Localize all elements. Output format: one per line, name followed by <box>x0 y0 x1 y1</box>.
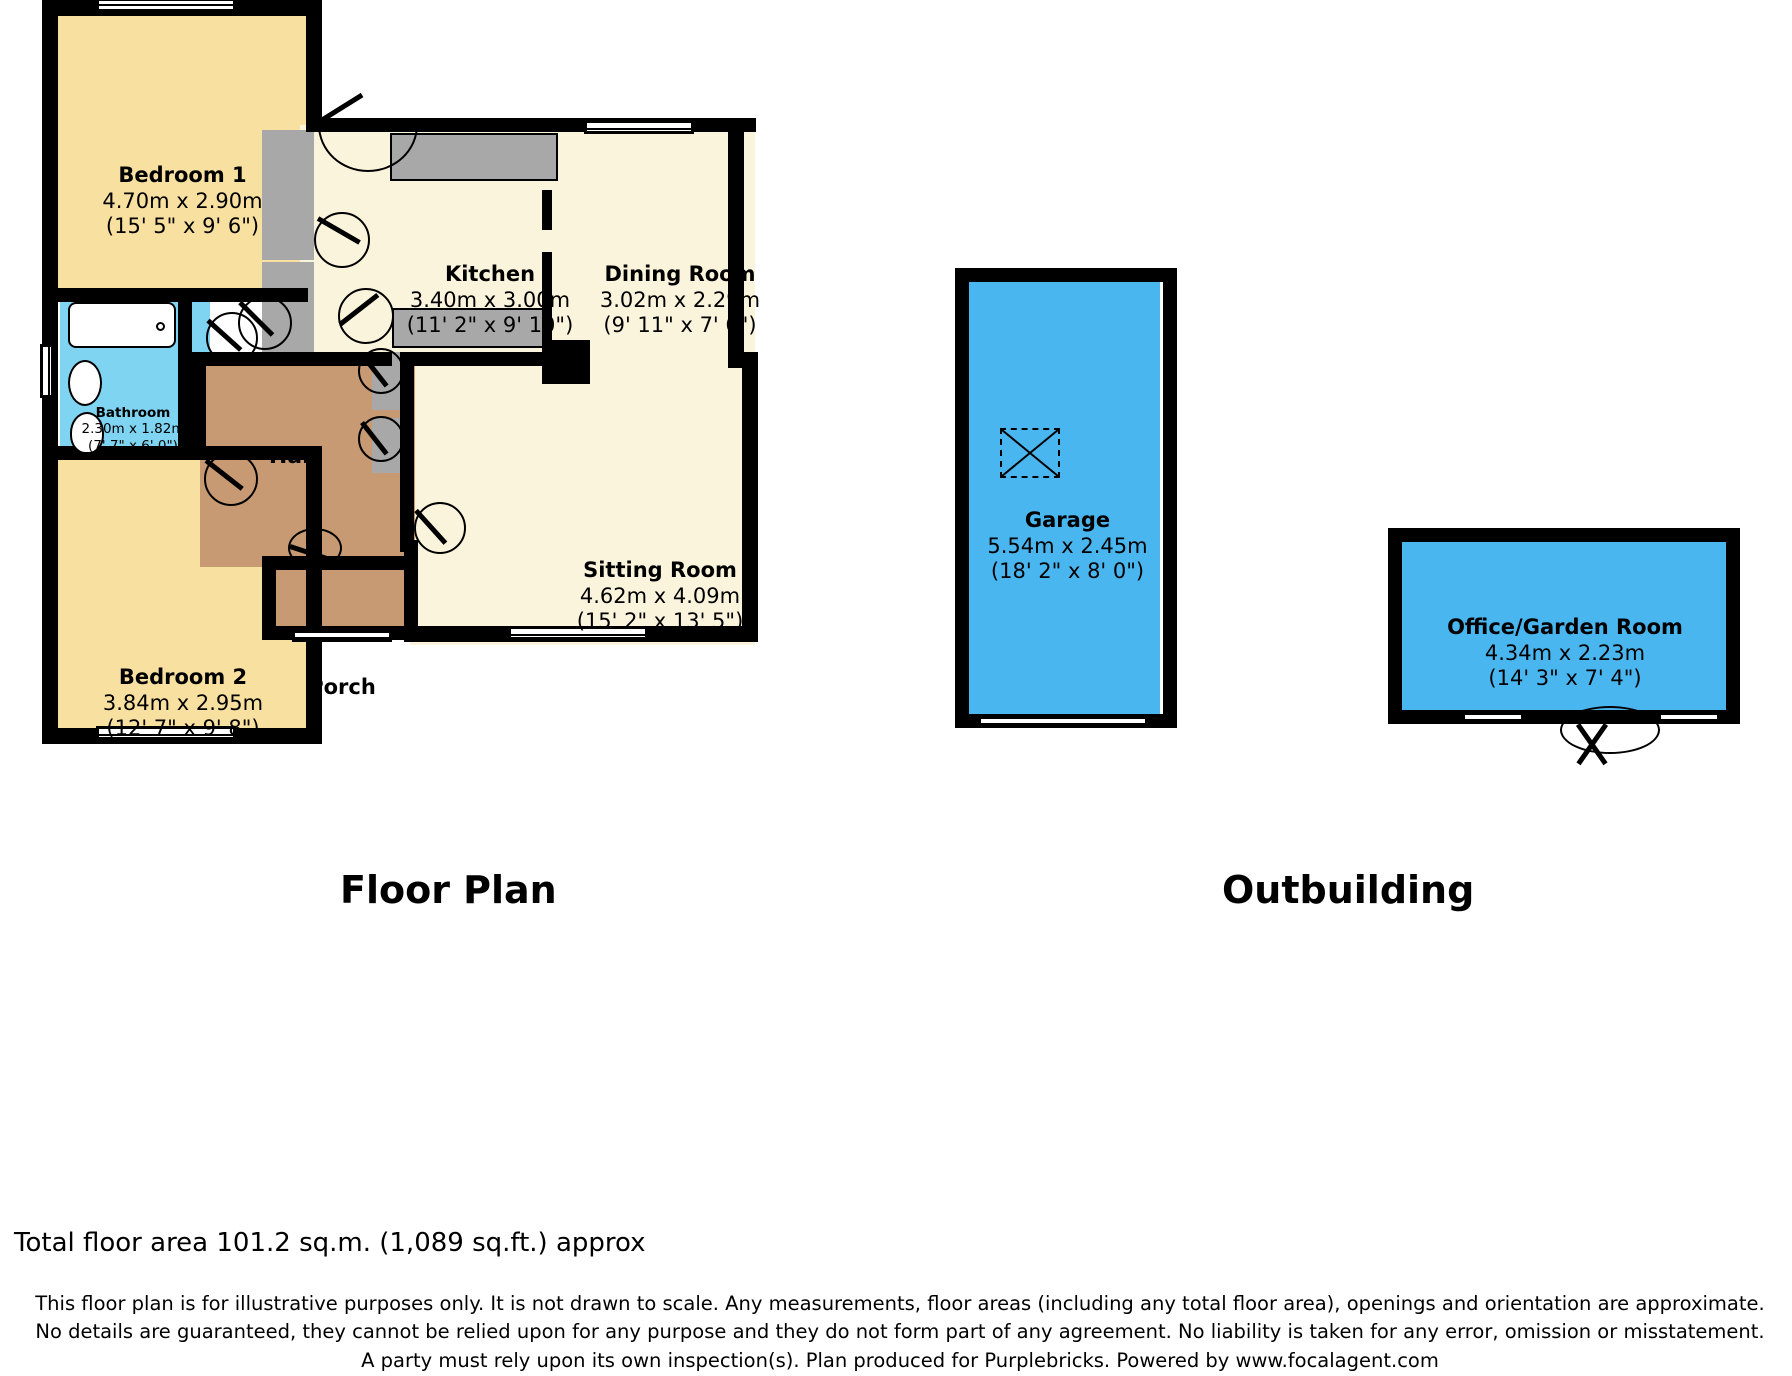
kitchen-imperial: (11' 2" x 9' 10") <box>406 313 574 338</box>
bedroom2-metric: 3.84m x 2.95m <box>102 690 264 715</box>
door-arc-sitting <box>414 502 466 554</box>
wall-hall-right <box>400 352 414 552</box>
garage-name: Garage <box>1024 508 1111 532</box>
dining-name: Dining Room <box>604 262 756 286</box>
window-office-left <box>1462 712 1524 724</box>
wall-kitchen-dining-divider <box>542 190 552 230</box>
garage-door <box>978 716 1148 728</box>
bathtub-icon <box>68 302 176 348</box>
label-bathroom <box>58 405 208 454</box>
bathroom-name: Bathroom <box>95 405 171 421</box>
dining-metric: 3.02m x 2.29m <box>599 287 761 312</box>
office-imperial: (14' 3" x 7' 4") <box>1488 666 1642 691</box>
bedroom2-imperial: (12' 7" x 9' 8") <box>106 716 260 741</box>
wall-office-top <box>1388 528 1740 542</box>
dining-imperial: (9' 11" x 7' 6") <box>603 313 757 338</box>
wall-bath-top <box>42 288 192 302</box>
door-arc-cupboard-1 <box>358 348 404 394</box>
wall-kitchen-bottom <box>414 352 544 366</box>
bathroom-metric: 2.30m x 1.82m <box>81 421 185 438</box>
window-porch <box>292 630 392 642</box>
label-bedroom2 <box>58 665 308 742</box>
garage-imperial: (18' 2" x 8' 0") <box>990 559 1145 584</box>
label-porch <box>282 675 402 701</box>
kitchen-metric: 3.40m x 3.00m <box>409 287 571 312</box>
label-dining <box>570 262 790 339</box>
office-metric: 4.34m x 2.23m <box>1484 640 1646 665</box>
wall-porch-top <box>262 556 417 570</box>
porch-name: Porch <box>308 675 376 699</box>
sitting-imperial: (15' 2" x 13' 5") <box>576 609 744 634</box>
bathroom-imperial: (7' 7" x 6' 0") <box>88 437 178 454</box>
window-office-right <box>1658 712 1720 724</box>
window-bathroom <box>40 344 54 398</box>
window-dining <box>584 120 694 134</box>
bedroom1-metric: 4.70m x 2.90m <box>102 188 263 213</box>
floor-plan-title: Floor Plan <box>340 868 557 912</box>
garage-hatch-icon <box>1000 428 1060 478</box>
bedroom1-imperial: (15' 5" x 9' 6") <box>105 214 260 239</box>
wall-garage-top <box>955 268 1177 282</box>
wall-garage-left <box>955 268 969 728</box>
wall-left-bed1 <box>42 0 58 300</box>
window-bedroom1 <box>96 0 236 12</box>
door-arc-porch <box>288 528 342 568</box>
wall-porch-right <box>404 540 418 640</box>
garage-fill <box>965 278 1160 728</box>
disclaimer-text: This floor plan is for illustrative purposes only. It is not drawn to scale. Any measurements, floor areas (including any total floor area), openings and orientation are approximate. No details are guaranteed, they cannot be relied upon for any purpose and they do not form part of any agreement. No liability is taken for any error, omission or misstatement. A party must rely upon its own inspection(s). Plan produced for Purplebricks. Powered by www.focalagent.com <box>35 1292 1765 1372</box>
bedroom1-name: Bedroom 1 <box>118 163 247 187</box>
garage-metric: 5.54m x 2.45m <box>987 533 1148 558</box>
hall-name: Hall <box>268 444 318 469</box>
wall-left-bed2 <box>42 446 58 742</box>
wall-right-bed1 <box>306 0 322 132</box>
sink-icon <box>68 360 102 406</box>
total-floor-area: Total floor area 101.2 sq.m. (1,089 sq.ft.) approx <box>14 1228 646 1258</box>
bedroom2-name: Bedroom 2 <box>118 665 248 689</box>
label-garage <box>950 508 1185 585</box>
label-bedroom1 <box>60 163 305 240</box>
kitchen-name: Kitchen <box>444 262 536 286</box>
sitting-metric: 4.62m x 4.09m <box>579 583 741 608</box>
door-arc-kitchen-a <box>314 212 370 268</box>
office-name: Office/Garden Room <box>1447 615 1683 639</box>
label-office <box>1390 615 1740 692</box>
label-sitting <box>540 558 780 635</box>
door-arc-bathroom <box>206 312 258 364</box>
door-arc-office <box>1560 706 1660 754</box>
door-arc-cupboard-2 <box>358 416 404 462</box>
outbuilding-title: Outbuilding <box>1222 868 1475 912</box>
wall-garage-right <box>1163 268 1177 728</box>
sitting-name: Sitting Room <box>583 558 737 582</box>
wall-kitchen-corner-block <box>542 340 590 384</box>
label-hall <box>238 444 348 471</box>
